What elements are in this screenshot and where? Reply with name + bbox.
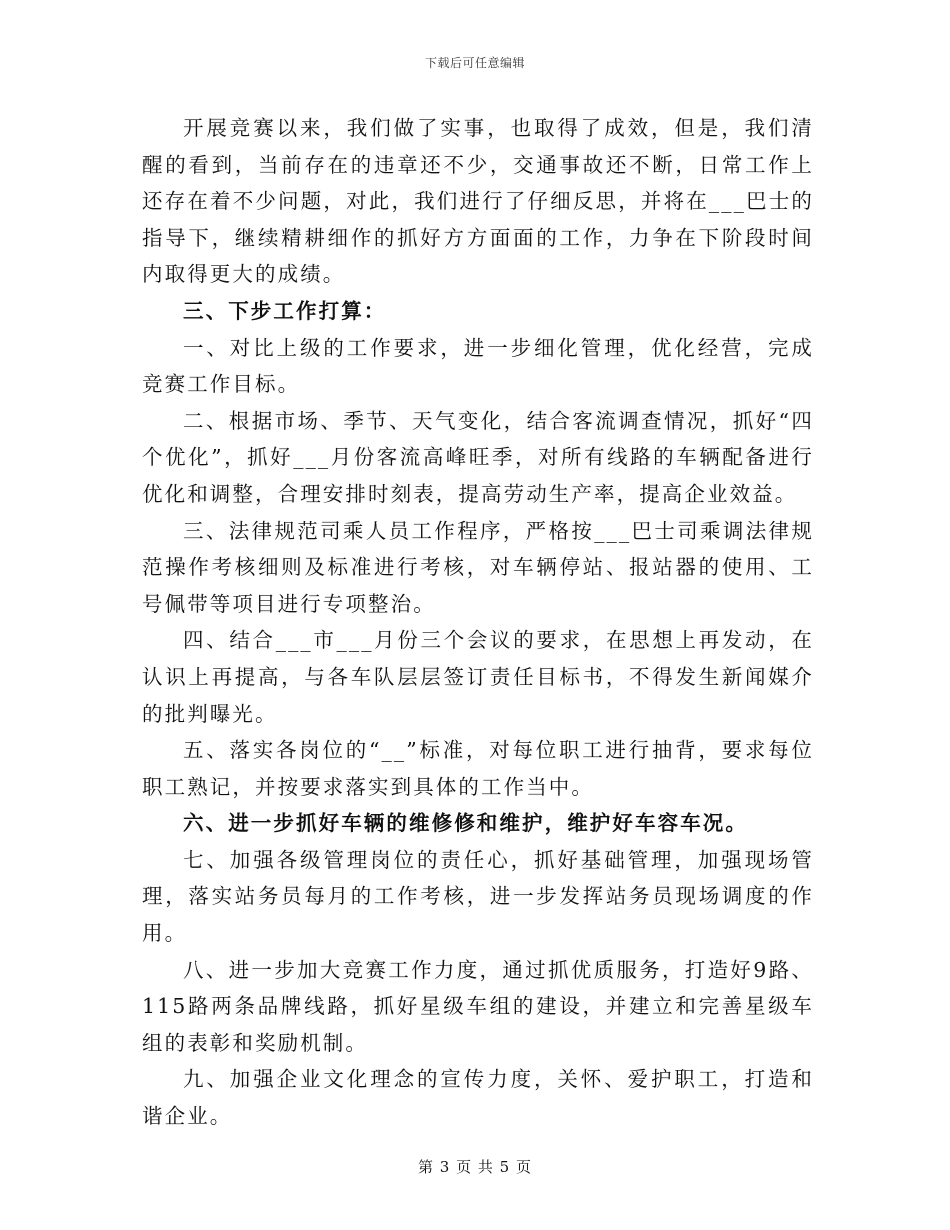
plan-item-3: 三、法律规范司乘人员工作程序，严格按___巴士司乘调法律规范操作考核细则及标准进行考核，对车辆停站、报站器的使用、工号佩带等项目进行专项整治。: [142, 518, 814, 616]
plan-item-5: 五、落实各岗位的“__”标准，对每位职工进行抽背，要求每位职工熟记，并按要求落实到具体的工作当中。: [142, 738, 814, 799]
plan-item-8: 八、进一步加大竞赛工作力度，通过抓优质服务，打造好9路、115路两条品牌线路，抓好星级车组的建设，并建立和完善星级车组的表彰和奖励机制。: [142, 957, 814, 1055]
plan-item-9: 九、加强企业文化理念的宣传力度，关怀、爱护职工，打造和谐企业。: [142, 1067, 814, 1129]
page-number-footer: 第 3 页 共 5 页: [418, 1158, 532, 1176]
paragraph-reflection: 开展竞赛以来，我们做了实事，也取得了成效，但是，我们清醒的看到，当前存在的违章还不少，交通事故还不断，日常工作上还存在着不少问题，对此，我们进行了仔细反思，并将在___巴士的指导下，继续精耕细作的抓好方方面面的工作，力争在下阶段时间内取得更大的成绩。: [142, 116, 814, 287]
page-header-note: 下载后可任意编辑: [424, 56, 525, 70]
document-body: [142, 110, 814, 1135]
plan-item-4: 四、结合___市___月份三个会议的要求，在思想上再发动，在认识上再提高，与各车队层层签订责任目标书，不得发生新闻媒介的批判曝光。: [142, 628, 814, 726]
plan-item-6: 六、进一步抓好车辆的维修修和维护，维护好车容车况。: [183, 811, 748, 836]
plan-item-2: 二、根据市场、季节、天气变化，结合客流调查情况，抓好“四个优化”，抓好___月份客流高峰旺季，对所有线路的车辆配备进行优化和调整，合理安排时刻表，提高劳动生产率，提高企业效益。: [142, 408, 814, 506]
plan-item-1: 一、对比上级的工作要求，进一步细化管理，优化经营，完成竞赛工作目标。: [142, 335, 814, 397]
section-heading-next-steps: 三、下步工作打算：: [183, 298, 387, 323]
plan-item-7: 七、加强各级管理岗位的责任心，抓好基础管理，加强现场管理，落实站务员每月的工作考核，进一步发挥站务员现场调度的作用。: [142, 847, 814, 946]
